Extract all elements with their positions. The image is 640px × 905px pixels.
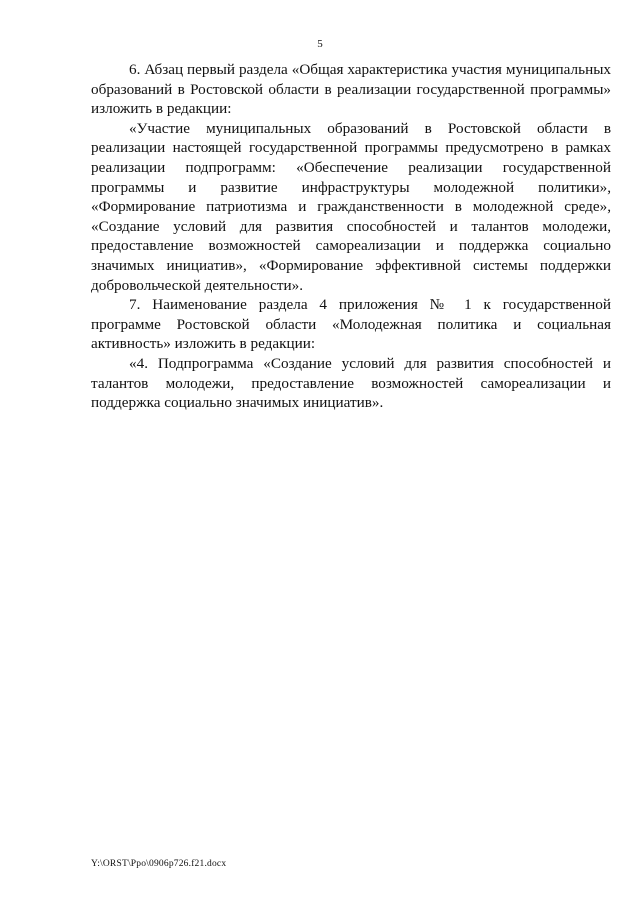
paragraph-item-7: 7. Наименование раздела 4 приложения № 1 к государственной программе Ростовской области «Молодежная политика и социальная активность» изложить в редакции: (91, 296, 611, 353)
document-body (91, 60, 611, 413)
paragraph-quoted-participation: «Участие муниципальных образований в Ростовской области в реализации настоящей государственной программы предусмотрено в рамках реализации подпрограмм: «Обеспечение реализации государственной программы и развитие инфраструктуры молодежной политики», «Формирование патриотизма и гражданственности в молодежной среде», «Создание условий для развития способностей и талантов молодежи, предоставление возможностей самореализации и поддержка социально значимых инициатив», «Формирование эффективной системы поддержки добровольческой деятельности». (91, 119, 611, 294)
paragraph-item-6: 6. Абзац первый раздела «Общая характеристика участия муниципальных образований в Ростовской области в реализации государственной программы» изложить в редакции: (91, 61, 611, 118)
paragraph-quoted-subprogram: «4. Подпрограмма «Создание условий для развития способностей и талантов молодежи, предоставление возможностей самореализации и поддержка социально значимых инициатив». (91, 354, 611, 412)
footer-file-path: Y:\ORST\Ppo\0906p726.f21.docx (91, 859, 227, 869)
page-number: 5 (317, 38, 323, 50)
